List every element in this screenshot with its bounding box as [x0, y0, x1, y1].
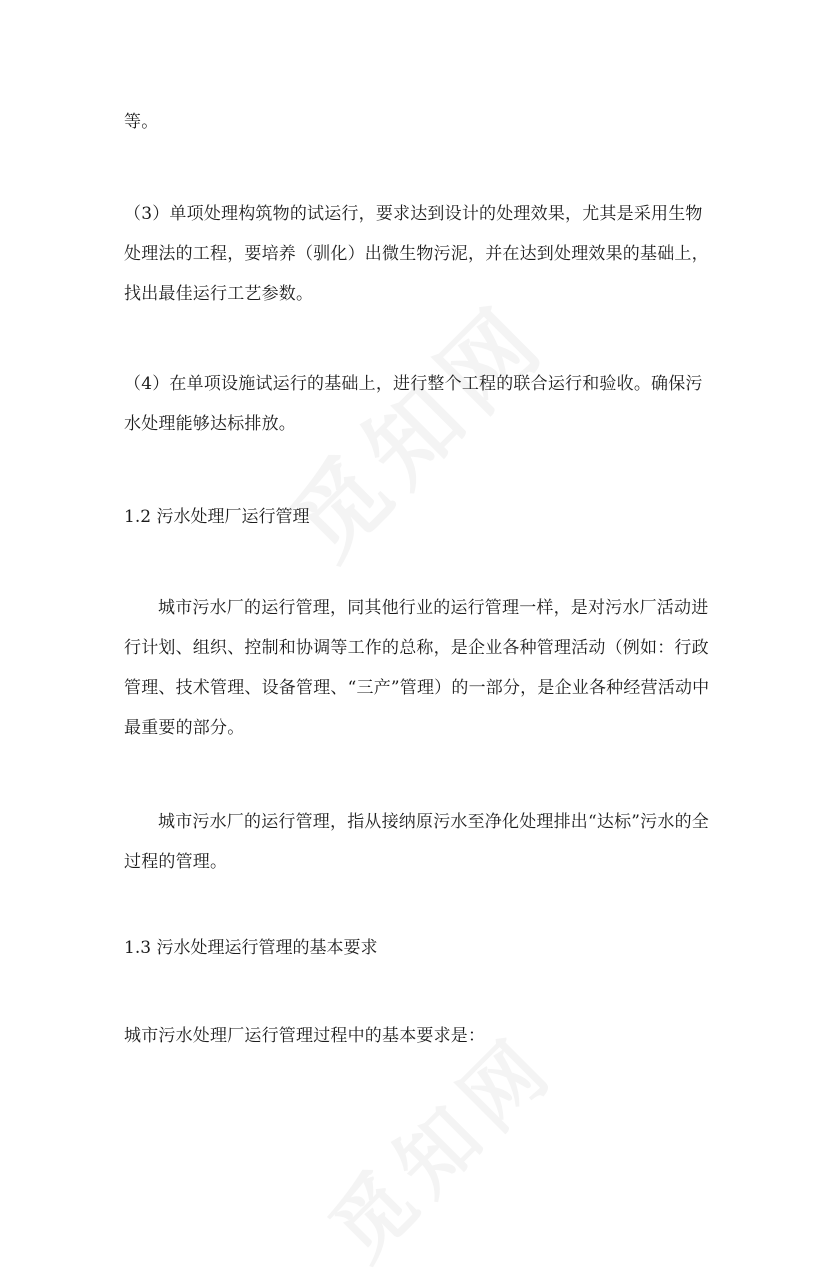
section-heading-1-3: 1.3 污水处理运行管理的基本要求 [124, 938, 378, 958]
paragraph-operation-management: 城市污水厂的运行管理，同其他行业的运行管理一样，是对污水厂活动进行计划、组织、控制和协调等工作的总称，是企业各种管理活动（例如：行政管理、技术管理、设备管理、“三产”管理）的一部分，是企业各种经营活动中最重要的部分。 [124, 598, 710, 738]
paragraph-item-4: （4）在单项设施试运行的基础上，进行整个工程的联合运行和验收。确保污水处理能够达标排放。 [124, 374, 703, 434]
paragraph-continuation: 等。 [124, 112, 159, 132]
paragraph-operation-scope: 城市污水厂的运行管理，指从接纳原污水至净化处理排出“达标”污水的全过程的管理。 [124, 812, 709, 872]
paragraph-basic-requirements: 城市污水处理厂运行管理过程中的基本要求是： [124, 1026, 486, 1046]
section-heading-1-2: 1.2 污水处理厂运行管理 [124, 507, 310, 527]
paragraph-item-3: （3）单项处理构筑物的试运行，要求达到设计的处理效果，尤其是采用生物处理法的工程，要培养（驯化）出微生物污泥，并在达到处理效果的基础上，找出最佳运行工艺参数。 [124, 204, 709, 304]
